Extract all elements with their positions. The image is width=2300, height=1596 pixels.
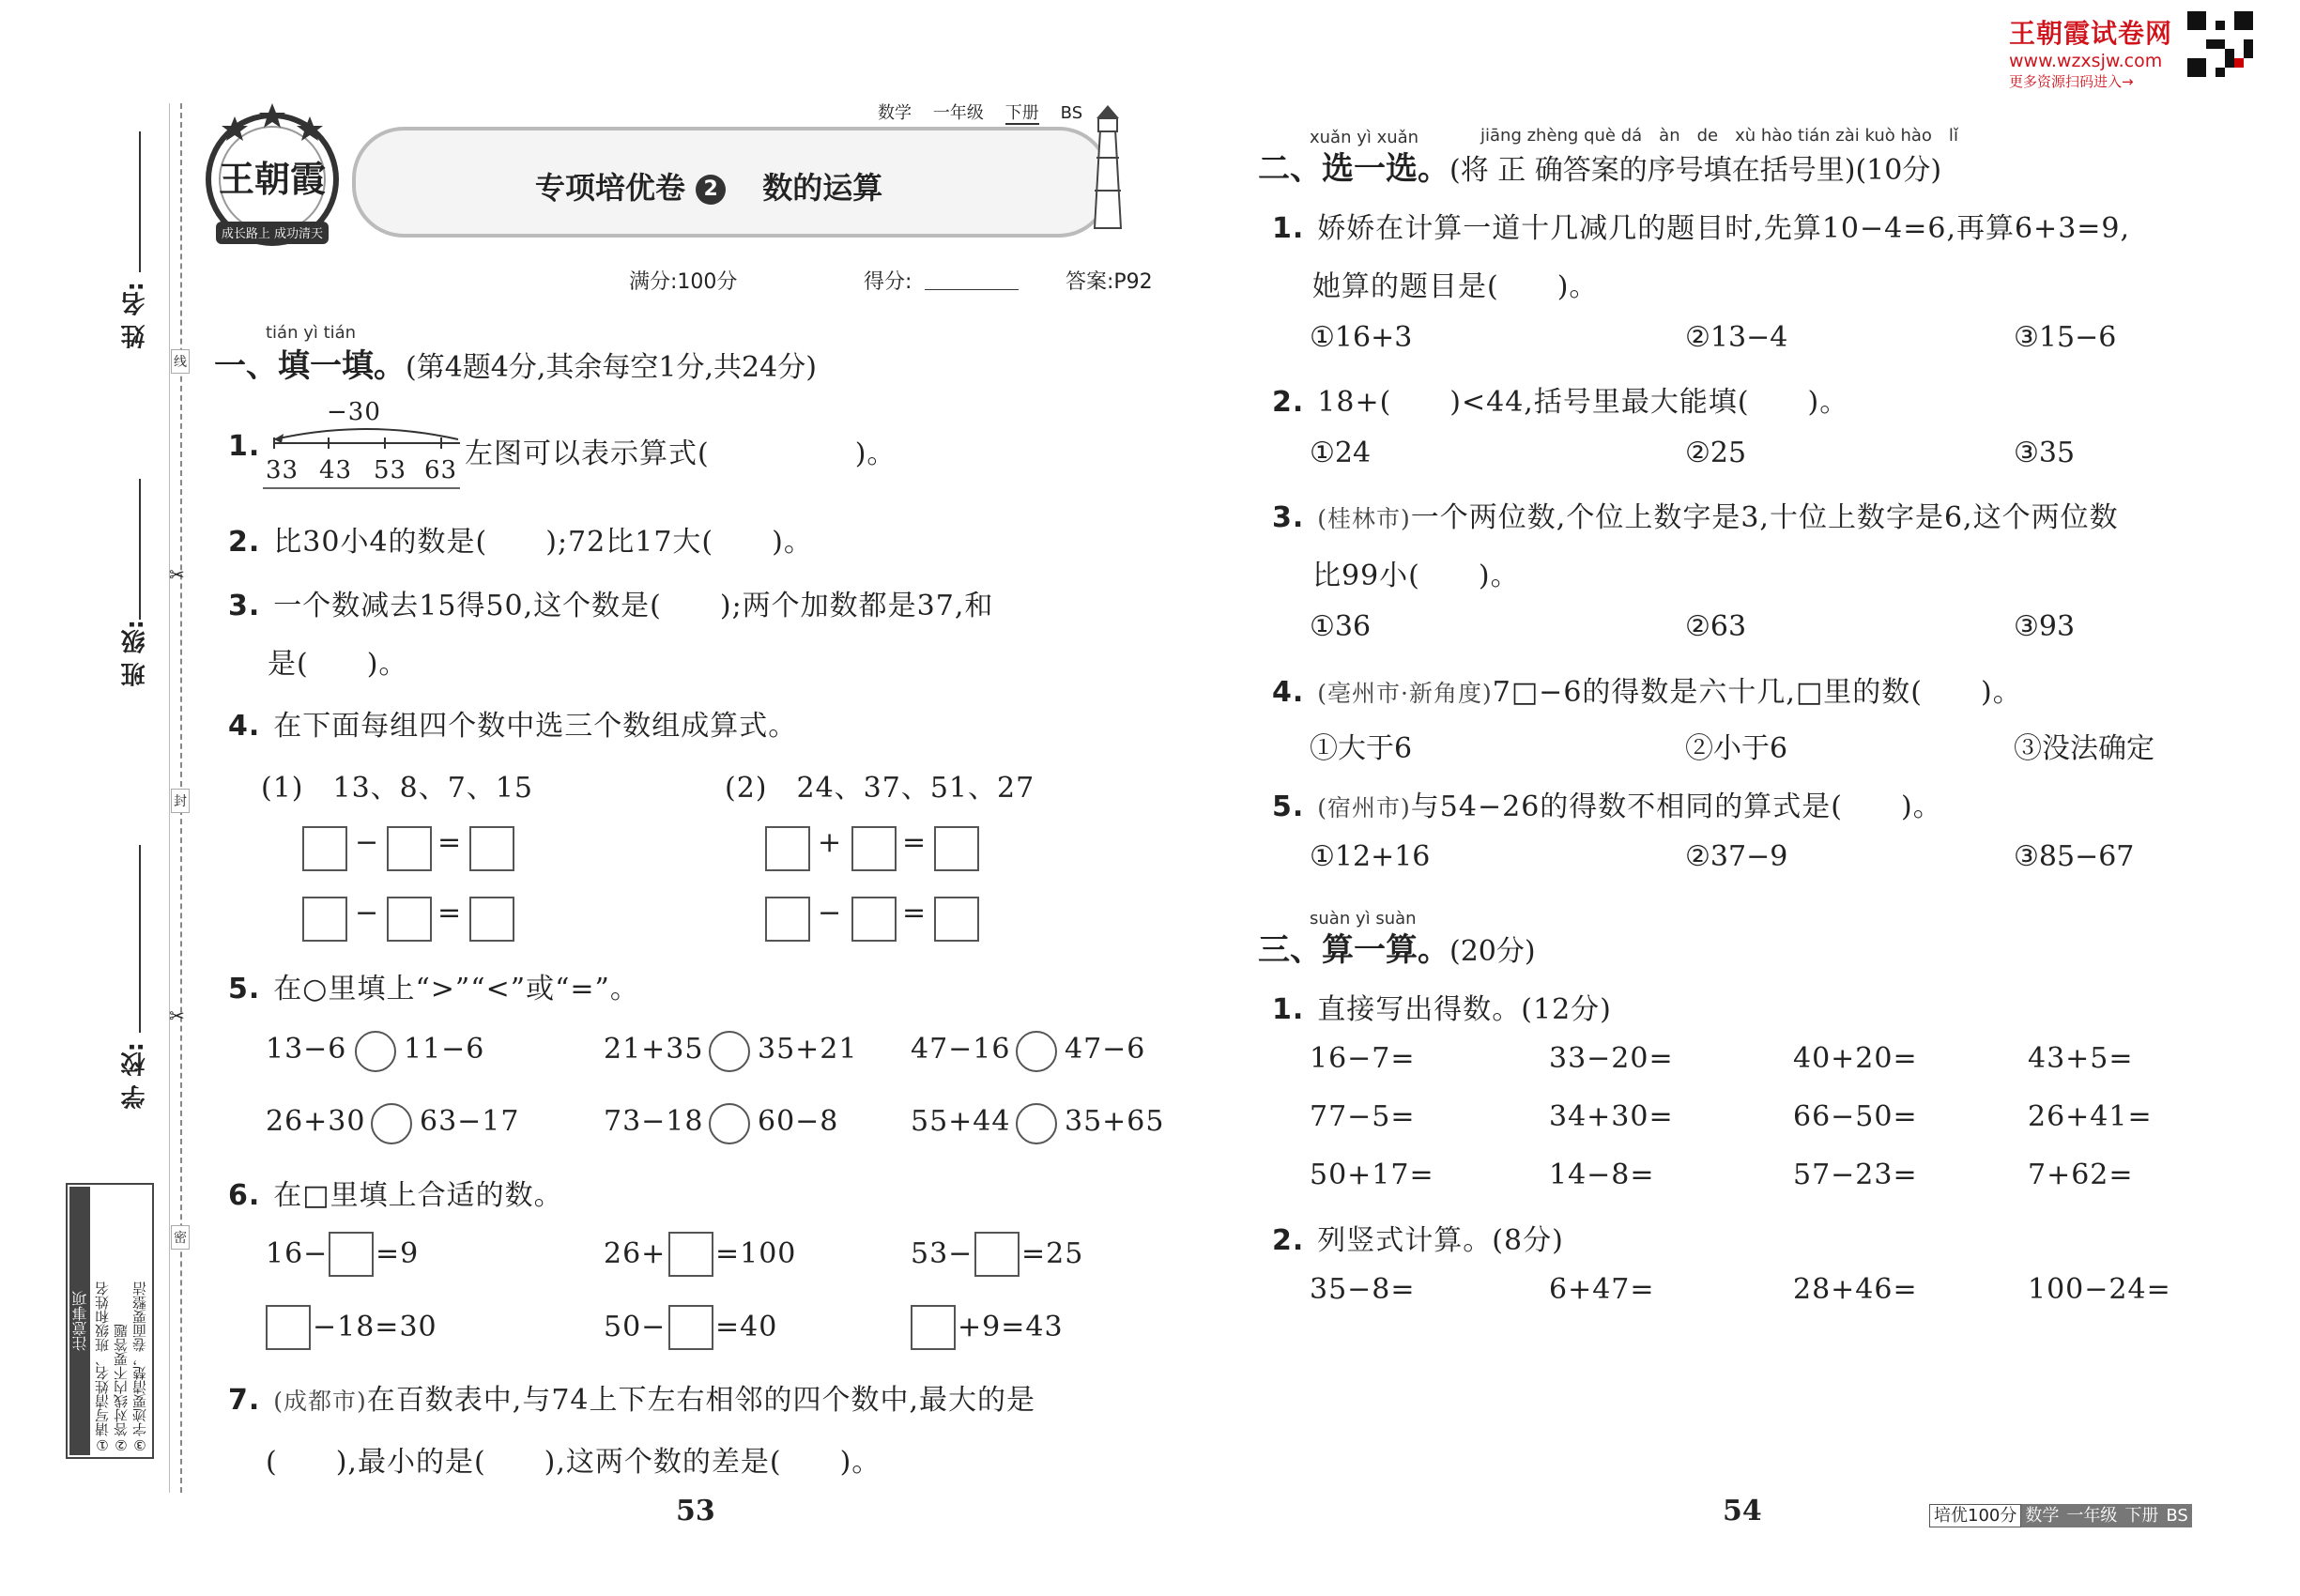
- score-label: 得分:: [864, 270, 912, 294]
- q4-text: 在下面每组四个数中选三个数组成算式。: [273, 710, 798, 743]
- sec1-heading: [214, 340, 817, 386]
- s1-item[interactable]: 7+62=: [2028, 1159, 2134, 1191]
- title-num-badge: 2: [696, 175, 726, 205]
- q4-box[interactable]: [469, 826, 514, 871]
- q6-expr: =40: [715, 1311, 778, 1343]
- q6: [228, 1172, 563, 1213]
- s2-item[interactable]: 35−8=: [1310, 1273, 1416, 1306]
- q4-group-2: (2) 24、37、51、27: [725, 772, 1035, 805]
- c5-line1: [1272, 783, 1942, 824]
- c1-option-1[interactable]: ①16+3: [1310, 321, 1413, 354]
- q4-op: =: [437, 897, 463, 929]
- s1-item[interactable]: 16−7=: [1310, 1042, 1416, 1075]
- c3-option-3[interactable]: ③93: [2014, 610, 2076, 643]
- c3-text-2: 比99小( )。: [1312, 560, 1520, 592]
- c5-text-1: 与54−26的得数不相同的算式是( )。: [1410, 790, 1942, 823]
- q7-source: (成都市): [273, 1388, 367, 1415]
- sec2-title: 二、选一选。: [1258, 150, 1449, 188]
- q6-answer-box[interactable]: [911, 1305, 956, 1350]
- q4-box[interactable]: [765, 826, 810, 871]
- q4-op: −: [818, 897, 843, 929]
- q6-expr: −18=30: [313, 1311, 437, 1343]
- cut-mark-1: 线: [171, 349, 190, 374]
- q5-left: 13−6: [266, 1033, 347, 1066]
- q6-num: 6.: [228, 1179, 261, 1212]
- q1-text: 左图可以表示算式( )。: [465, 437, 897, 470]
- sec2-note: (将 正 确答案的序号填在括号里)(10分): [1449, 154, 1942, 187]
- header-volume: 下册: [1004, 103, 1039, 123]
- header-subject: 数学: [878, 103, 912, 123]
- logo-name: 王朝霞: [218, 158, 326, 200]
- school-field[interactable]: [139, 845, 141, 1033]
- sec3-title: 三、算一算。: [1258, 931, 1449, 969]
- q4: [228, 702, 797, 744]
- q5-right: 47−6: [1065, 1033, 1146, 1066]
- q5-right: 63−17: [420, 1105, 520, 1138]
- q6-answer-box[interactable]: [329, 1232, 374, 1277]
- q3-text-2: 是( )。: [268, 648, 408, 681]
- header-edition: BS: [1060, 103, 1083, 123]
- q1-tick-43: 43: [319, 456, 353, 484]
- c5-option-3[interactable]: ③85−67: [2014, 840, 2135, 873]
- sec3-note: (20分): [1449, 935, 1536, 968]
- notice-item-2: ②答对线内不要答题: [113, 1324, 130, 1453]
- q4-box[interactable]: [387, 897, 432, 942]
- q5-left: 47−16: [911, 1033, 1011, 1066]
- q6-text: 在□里填上合适的数。: [273, 1179, 563, 1212]
- class-field[interactable]: [139, 479, 141, 620]
- q5-compare-circle[interactable]: [371, 1103, 412, 1144]
- q5-left: 55+44: [911, 1105, 1011, 1138]
- q4-box[interactable]: [765, 897, 810, 942]
- c4-text-1: 7□−6的得数是六十几,□里的数( )。: [1492, 676, 2022, 709]
- notice-title: 注意事项: [69, 1187, 90, 1455]
- q4-op: =: [437, 826, 463, 859]
- q6-answer-box[interactable]: [668, 1305, 713, 1350]
- q6-expr: 26+: [604, 1237, 667, 1270]
- header-meta: [878, 100, 1082, 124]
- c2-option-1[interactable]: ①24: [1310, 437, 1372, 469]
- q1-tick-63: 63: [424, 456, 458, 484]
- c1-option-3[interactable]: ③15−6: [2014, 321, 2117, 354]
- q5: [228, 965, 639, 1006]
- name-label: 姓 名:: [121, 282, 149, 349]
- c3-source: (桂林市): [1317, 505, 1411, 532]
- q2-text: 比30小4的数是( );72比17大( )。: [273, 526, 813, 559]
- q4-op: =: [902, 897, 928, 929]
- c1-text-2: 她算的题目是( )。: [1312, 270, 1599, 303]
- footer-brand: 培优100分: [1929, 1504, 2021, 1527]
- q6-answer-box[interactable]: [266, 1305, 311, 1350]
- q5-right: 60−8: [758, 1105, 839, 1138]
- notice-item-1: ①请写清姓名、班级和姓名: [94, 1281, 111, 1453]
- title-prefix: 专项培优卷: [535, 170, 686, 206]
- q6-expr: =9: [376, 1237, 420, 1270]
- q6-expr: =100: [715, 1237, 797, 1270]
- sec2-pinyin-2: jiāng zhèng què dá àn de xù hào tián zài kuò hào lǐ: [1480, 126, 1958, 146]
- logo-slogan: 成长路上 成功清天: [221, 227, 324, 241]
- s1-item[interactable]: 57−23=: [1793, 1159, 1918, 1191]
- s2-item[interactable]: 28+46=: [1793, 1273, 1918, 1306]
- q3-line1: [228, 582, 993, 623]
- s2-num: 2.: [1272, 1224, 1305, 1257]
- q5-compare-circle[interactable]: [1016, 1103, 1057, 1144]
- sec1-note: (第4题4分,其余每空1分,共24分): [406, 351, 817, 384]
- q5-text: 在○里填上“>”“<”或“=”。: [273, 973, 639, 1005]
- c4-option-2[interactable]: ②小于6: [1685, 732, 1788, 765]
- s1-item[interactable]: 34+30=: [1549, 1100, 1674, 1133]
- q4-box[interactable]: [302, 897, 347, 942]
- watermark-url: www.wzxsjw.com: [2009, 51, 2163, 71]
- notice-item-3: ③字迹要清楚，卷面要整洁: [131, 1281, 148, 1453]
- c5-option-2[interactable]: ②37−9: [1685, 840, 1788, 873]
- c3-text-1: 一个两位数,个位上数字是3,十位上数字是6,这个两位数: [1410, 501, 2119, 534]
- watermark-tip: 更多资源扫码进入→: [2009, 73, 2134, 90]
- notice-box: [66, 1183, 154, 1459]
- c5-num: 5.: [1272, 790, 1305, 823]
- s1-item[interactable]: 66−50=: [1793, 1100, 1918, 1133]
- c1-num: 1.: [1272, 212, 1305, 245]
- q5-right: 35+21: [758, 1033, 858, 1066]
- page-number-left: 53: [676, 1495, 715, 1527]
- c4-option-3[interactable]: ③没法确定: [2014, 732, 2154, 765]
- s1-item[interactable]: 43+5=: [2028, 1042, 2134, 1075]
- c2-option-3[interactable]: ③35: [2014, 437, 2076, 469]
- q4-op: =: [902, 826, 928, 859]
- s1-item[interactable]: 40+20=: [1793, 1042, 1918, 1075]
- binding-solid-line: [169, 103, 170, 1493]
- c1-option-2[interactable]: ②13−4: [1685, 321, 1788, 354]
- q4-box[interactable]: [851, 897, 897, 942]
- q5-right: 35+65: [1065, 1105, 1165, 1138]
- sec1-title: 一、填一填。: [214, 347, 406, 385]
- title-text: 数的运算: [762, 170, 883, 206]
- q7-text-2: ( ),最小的是( ),这两个数的差是( )。: [266, 1446, 882, 1479]
- q1-num: 1.: [228, 430, 261, 463]
- footer-grade: 一年级: [2062, 1504, 2121, 1527]
- q5-right: 11−6: [404, 1033, 485, 1066]
- c3-option-1[interactable]: ①36: [1310, 610, 1372, 643]
- q4-num: 4.: [228, 710, 261, 743]
- scissors-icon: ✂: [169, 563, 185, 586]
- s2-item[interactable]: 6+47=: [1549, 1273, 1655, 1306]
- s1-item[interactable]: 50+17=: [1310, 1159, 1434, 1191]
- q5-left: 73−18: [604, 1105, 704, 1138]
- score-field[interactable]: [925, 289, 1019, 290]
- q3-num: 3.: [228, 590, 261, 622]
- c4-option-1[interactable]: ①大于6: [1310, 732, 1413, 765]
- footer-tag: [1929, 1502, 2192, 1527]
- q4-op: −: [355, 897, 380, 929]
- school-label: 学 校:: [121, 1042, 149, 1110]
- q4-box[interactable]: [934, 897, 979, 942]
- s2-item[interactable]: 100−24=: [2028, 1273, 2171, 1306]
- q4-op: +: [818, 826, 843, 859]
- footer-subject: 数学: [2021, 1504, 2062, 1527]
- c2-num: 2.: [1272, 386, 1305, 419]
- answer-ref: 答案:P92: [1066, 270, 1153, 294]
- s1-item[interactable]: 77−5=: [1310, 1100, 1416, 1133]
- q5-compare-circle[interactable]: [709, 1103, 750, 1144]
- q4-box[interactable]: [469, 897, 514, 942]
- c3-line1: [1272, 494, 2119, 535]
- c1-text-1: 娇娇在计算一道十几减几的题目时,先算10−4=6,再算6+3=9,: [1317, 212, 2131, 245]
- c2-line1: [1272, 378, 1848, 420]
- q4-box[interactable]: [851, 826, 897, 871]
- q6-answer-box[interactable]: [974, 1232, 1020, 1277]
- q5-num: 5.: [228, 973, 261, 1005]
- sec3-pinyin: suàn yì suàn: [1310, 909, 1417, 928]
- q3-text-1: 一个数减去15得50,这个数是( );两个加数都是37,和: [273, 590, 994, 622]
- s2-text: 列竖式计算。(8分): [1317, 1224, 1564, 1257]
- q4-box[interactable]: [387, 826, 432, 871]
- q4-group-1: (1) 13、8、7、15: [261, 772, 534, 805]
- q2-num: 2.: [228, 526, 261, 559]
- q6-expr: +9=43: [958, 1311, 1064, 1343]
- q1-tick-53: 53: [374, 456, 407, 484]
- q6-expr: =25: [1021, 1237, 1084, 1270]
- c4-source: (亳州市·新角度): [1317, 680, 1493, 707]
- footer-ed: BS: [2162, 1504, 2191, 1527]
- c5-option-1[interactable]: ①12+16: [1310, 840, 1431, 873]
- s1-item[interactable]: 26+41=: [2028, 1100, 2153, 1133]
- s1-text: 直接写出得数。(12分): [1317, 993, 1612, 1026]
- q6-expr: 50−: [604, 1311, 667, 1343]
- cut-mark-2: 封: [171, 789, 190, 813]
- q4-box[interactable]: [302, 826, 347, 871]
- name-field[interactable]: [139, 131, 141, 272]
- q4-box[interactable]: [934, 826, 979, 871]
- q5-compare-circle[interactable]: [709, 1031, 750, 1072]
- header-grade: 一年级: [932, 103, 984, 123]
- sec1-pinyin: tián yì tián: [266, 323, 357, 343]
- q1-tick-33: 33: [266, 456, 299, 484]
- c3-num: 3.: [1272, 501, 1305, 534]
- q5-left: 26+30: [266, 1105, 366, 1138]
- s1-item[interactable]: 14−8=: [1549, 1159, 1655, 1191]
- q6-expr: 53−: [911, 1237, 974, 1270]
- q2: [228, 518, 813, 560]
- page-number-right: 54: [1723, 1495, 1762, 1527]
- c4-line1: [1272, 668, 2022, 710]
- page-title: [535, 164, 882, 207]
- q6-answer-box[interactable]: [668, 1232, 713, 1277]
- q7-text-1: 在百数表中,与74上下左右相邻的四个数中,最大的是: [366, 1384, 1036, 1417]
- qr-code-icon: [2187, 11, 2253, 77]
- c2-option-2[interactable]: ②25: [1685, 437, 1747, 469]
- sec2-heading: [1258, 143, 1941, 189]
- q5-left: 21+35: [604, 1033, 704, 1066]
- q5-compare-circle[interactable]: [1016, 1031, 1057, 1072]
- full-score: 满分:100分: [629, 270, 738, 294]
- q7-num: 7.: [228, 1384, 261, 1417]
- sec2-pinyin: xuǎn yì xuǎn: [1310, 128, 1419, 147]
- q5-compare-circle[interactable]: [355, 1031, 396, 1072]
- c2-text-1: 18+( )<44,括号里最大能填( )。: [1317, 386, 1849, 419]
- c4-num: 4.: [1272, 676, 1305, 709]
- q6-expr: 16−: [266, 1237, 329, 1270]
- s1: [1272, 986, 1612, 1027]
- class-label: 班 级:: [121, 620, 149, 687]
- cut-mark-3: 密: [171, 1225, 190, 1250]
- footer-vol: 下册: [2121, 1504, 2162, 1527]
- s1-num: 1.: [1272, 993, 1305, 1026]
- lighthouse-icon: [1080, 101, 1136, 233]
- q7-line1: [228, 1376, 1035, 1418]
- c1-line1: [1272, 205, 2130, 246]
- watermark-brand: 王朝霞试卷网: [2009, 18, 2173, 49]
- s2: [1272, 1217, 1564, 1258]
- c5-source: (宿州市): [1317, 794, 1411, 821]
- q4-op: −: [355, 826, 380, 859]
- scissors-icon-2: ✂: [169, 1005, 185, 1027]
- sec3-heading: [1258, 924, 1536, 970]
- s1-item[interactable]: 33−20=: [1549, 1042, 1674, 1075]
- q1-line-label: −30: [327, 398, 381, 426]
- c3-option-2[interactable]: ②63: [1685, 610, 1747, 643]
